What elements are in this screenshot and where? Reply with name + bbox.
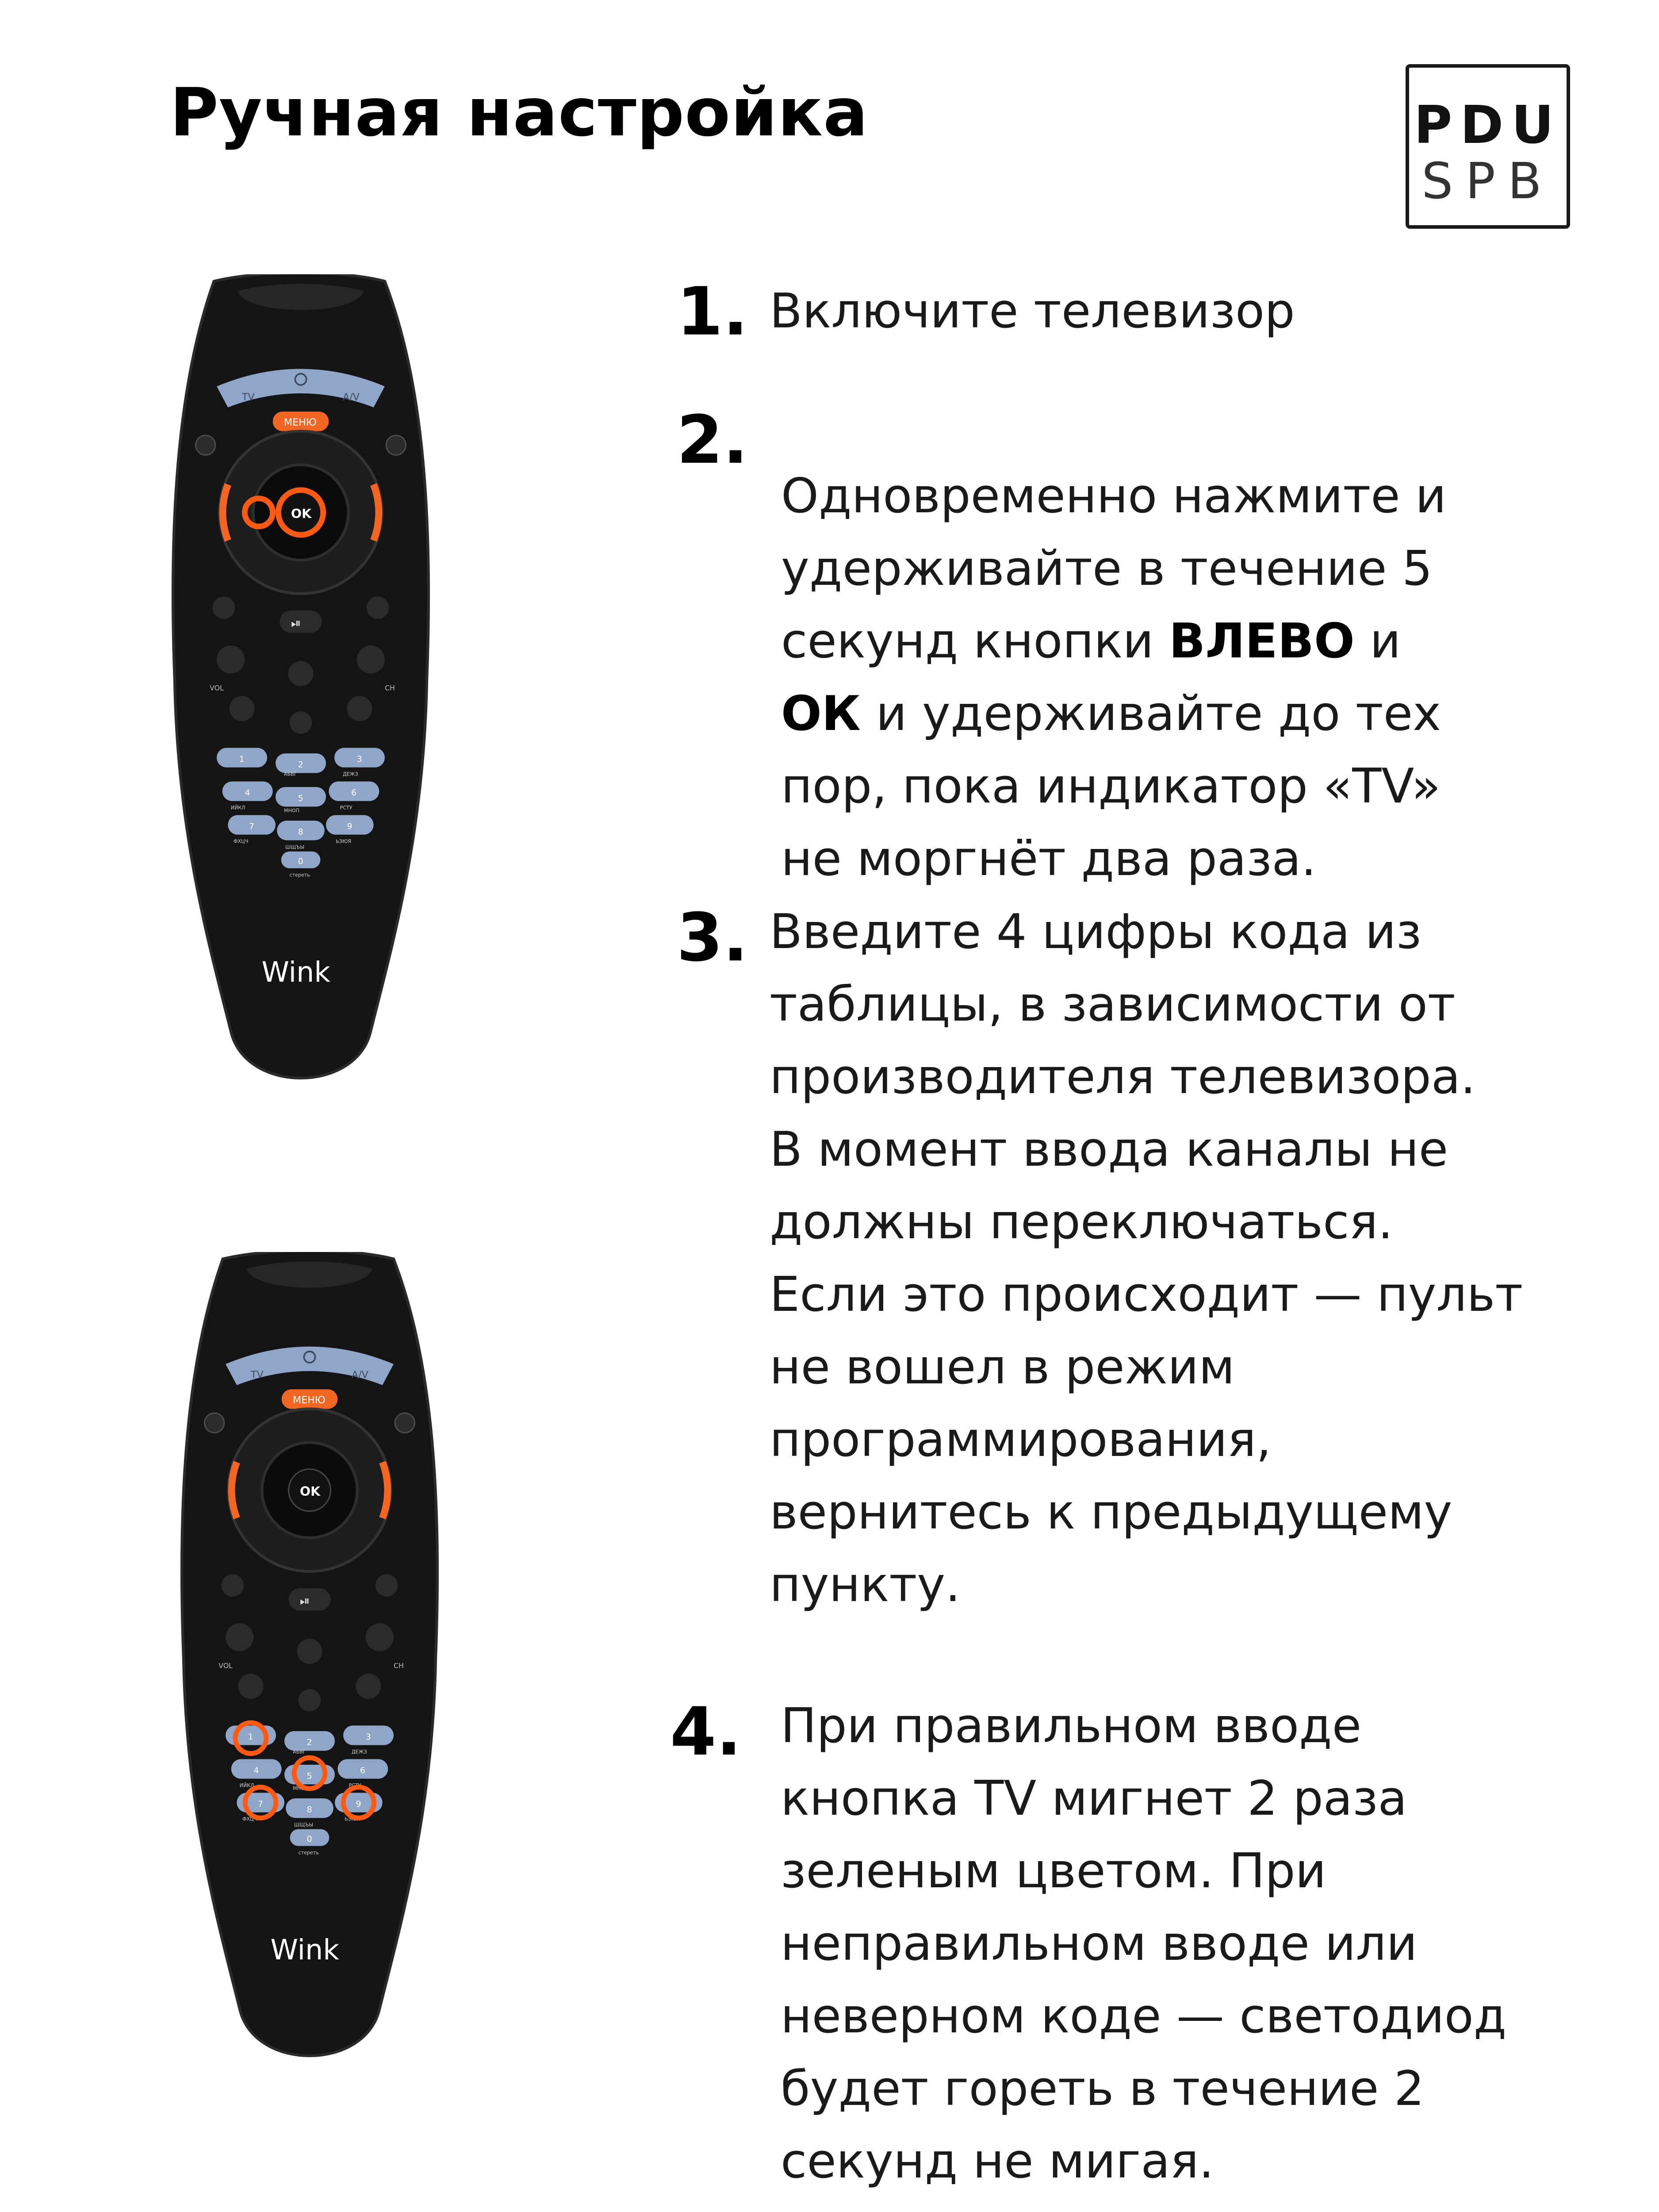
svg-text:ЬЭЮЯ: ЬЭЮЯ <box>345 1816 360 1822</box>
tv-key-label: TV <box>251 1369 264 1381</box>
epg-key <box>395 1413 414 1432</box>
svg-text:РСТУ: РСТУ <box>340 805 352 811</box>
step-line: пункту. <box>770 1557 961 1613</box>
step-line: Одновременно нажмите и <box>781 469 1447 524</box>
menu-key <box>282 1389 338 1409</box>
step-line: будет гореть в течение 2 <box>781 2061 1425 2116</box>
ok-key-label: OK <box>291 507 312 521</box>
svg-text:АБВГ: АБВГ <box>293 1749 306 1755</box>
step-text: Включите телевизор <box>770 284 1295 339</box>
menu-key-label: МЕНЮ <box>293 1394 326 1406</box>
step-text <box>781 1690 1506 2198</box>
epg-key <box>386 435 406 455</box>
brand-logo: Wink <box>261 956 330 989</box>
svg-text:5: 5 <box>307 1771 312 1781</box>
back-key <box>196 435 215 455</box>
ch-label: CH <box>385 684 395 692</box>
svg-text:МНОП: МНОП <box>284 808 299 814</box>
svg-text:стереть: стереть <box>289 872 310 878</box>
back-key <box>205 1413 224 1432</box>
nav-ring <box>228 1409 391 1571</box>
svg-text:8: 8 <box>307 1805 312 1815</box>
svg-text:ИЙКЛ: ИЙКЛ <box>230 805 245 811</box>
step-line: должны переключаться. <box>770 1194 1393 1250</box>
step-line: При правильном вводе <box>781 1698 1362 1754</box>
step-line: Введите 4 цифры кода из <box>770 904 1422 960</box>
step-line: пор, пока индикатор «TV» <box>781 759 1441 814</box>
svg-text:ШЩЪЫ: ШЩЪЫ <box>285 844 305 850</box>
svg-text:9: 9 <box>356 1799 361 1809</box>
svg-text:РСТУ: РСТУ <box>349 1782 361 1789</box>
step-line: ОК и удерживайте до тех <box>781 686 1441 741</box>
av-key-label: A/V <box>352 1369 368 1381</box>
svg-text:АБВГ: АБВГ <box>284 771 297 777</box>
step-line: не вошел в режим <box>770 1340 1235 1395</box>
svg-text:6: 6 <box>351 788 357 798</box>
svg-text:2: 2 <box>298 760 303 770</box>
svg-text:5: 5 <box>298 793 303 803</box>
svg-text:стереть: стереть <box>298 1850 319 1856</box>
svg-text:0: 0 <box>307 1834 312 1844</box>
svg-text:8: 8 <box>298 827 303 837</box>
svg-text:4: 4 <box>245 788 250 798</box>
logo-line-1: PDU <box>1414 94 1562 155</box>
step-line: неверном коде — светодиод <box>781 1989 1507 2044</box>
play-pause-icon: ⏯ <box>291 616 301 630</box>
brand-logo: Wink <box>270 1933 339 1966</box>
step-line: не моргнёт два раза. <box>781 831 1317 887</box>
logo-line-2: SPB <box>1421 153 1554 210</box>
play-pause-icon: ⏯ <box>299 1594 310 1608</box>
step-number: 4. <box>670 1694 742 1770</box>
svg-text:ФХЦЧ: ФХЦЧ <box>242 1816 257 1822</box>
svg-text:0: 0 <box>298 856 303 867</box>
left-button-label: ВЛЕВО <box>1169 614 1355 669</box>
page-title: Ручная настройка <box>170 74 869 151</box>
ok-key-label: OK <box>299 1484 321 1499</box>
pdu-spb-logo <box>1406 64 1570 229</box>
svg-text:3: 3 <box>356 754 362 764</box>
svg-text:ШЩЪЫ: ШЩЪЫ <box>294 1822 314 1828</box>
svg-text:6: 6 <box>360 1766 366 1775</box>
step-line: вернитесь к предыдущему <box>770 1485 1452 1540</box>
svg-text:2: 2 <box>307 1737 312 1747</box>
step-line: В момент ввода каналы не <box>770 1122 1448 1177</box>
svg-text:ФХЦЧ: ФХЦЧ <box>234 838 249 845</box>
step-number: 3. <box>677 899 748 976</box>
svg-text:4: 4 <box>253 1766 259 1775</box>
svg-text:ДЕЖЗ: ДЕЖЗ <box>352 1749 367 1755</box>
vol-label: VOL <box>218 1661 233 1670</box>
svg-text:7: 7 <box>249 822 254 831</box>
ch-label: CH <box>394 1661 404 1670</box>
svg-text:1: 1 <box>239 754 245 764</box>
svg-text:1: 1 <box>248 1732 253 1742</box>
remote-illustration-2 <box>155 1252 464 2093</box>
menu-key-label: МЕНЮ <box>284 417 317 428</box>
svg-text:3: 3 <box>365 1732 371 1742</box>
svg-text:ДЕЖЗ: ДЕЖЗ <box>343 771 358 777</box>
step-line: кнопка TV мигнет 2 раза <box>781 1771 1407 1826</box>
svg-text:9: 9 <box>347 822 352 831</box>
step-number: 2. <box>677 402 748 479</box>
step-line: производителя телевизора. <box>770 1049 1476 1105</box>
vol-label: VOL <box>210 684 224 692</box>
step-text <box>770 896 1523 1621</box>
step-number: 1. <box>677 273 748 350</box>
nav-ring <box>219 431 382 594</box>
step-line: Если это происходит — пульт <box>770 1267 1523 1322</box>
tv-key-label: TV <box>242 392 255 403</box>
step-line: программирования, <box>770 1412 1272 1467</box>
ok-button-label: ОК <box>781 686 861 741</box>
step-text <box>781 460 1446 895</box>
menu-key <box>273 411 329 431</box>
step-line: секунд не мигая. <box>781 2134 1214 2189</box>
step-line: таблицы, в зависимости от <box>770 977 1456 1032</box>
svg-text:7: 7 <box>257 1799 263 1809</box>
step-line: секунд кнопки ВЛЕВО и <box>781 614 1401 669</box>
svg-text:ИЙКЛ: ИЙКЛ <box>239 1782 254 1789</box>
av-key-label: A/V <box>343 392 360 403</box>
step-line: удерживайте в течение 5 <box>781 541 1433 596</box>
step-line: зеленым цветом. При <box>781 1843 1326 1899</box>
step-line: неправильном вводе или <box>781 1916 1418 1971</box>
svg-text:МНОП: МНОП <box>293 1786 308 1791</box>
remote-illustration-1 <box>146 274 456 1115</box>
svg-text:ЬЭЮЯ: ЬЭЮЯ <box>336 838 352 845</box>
